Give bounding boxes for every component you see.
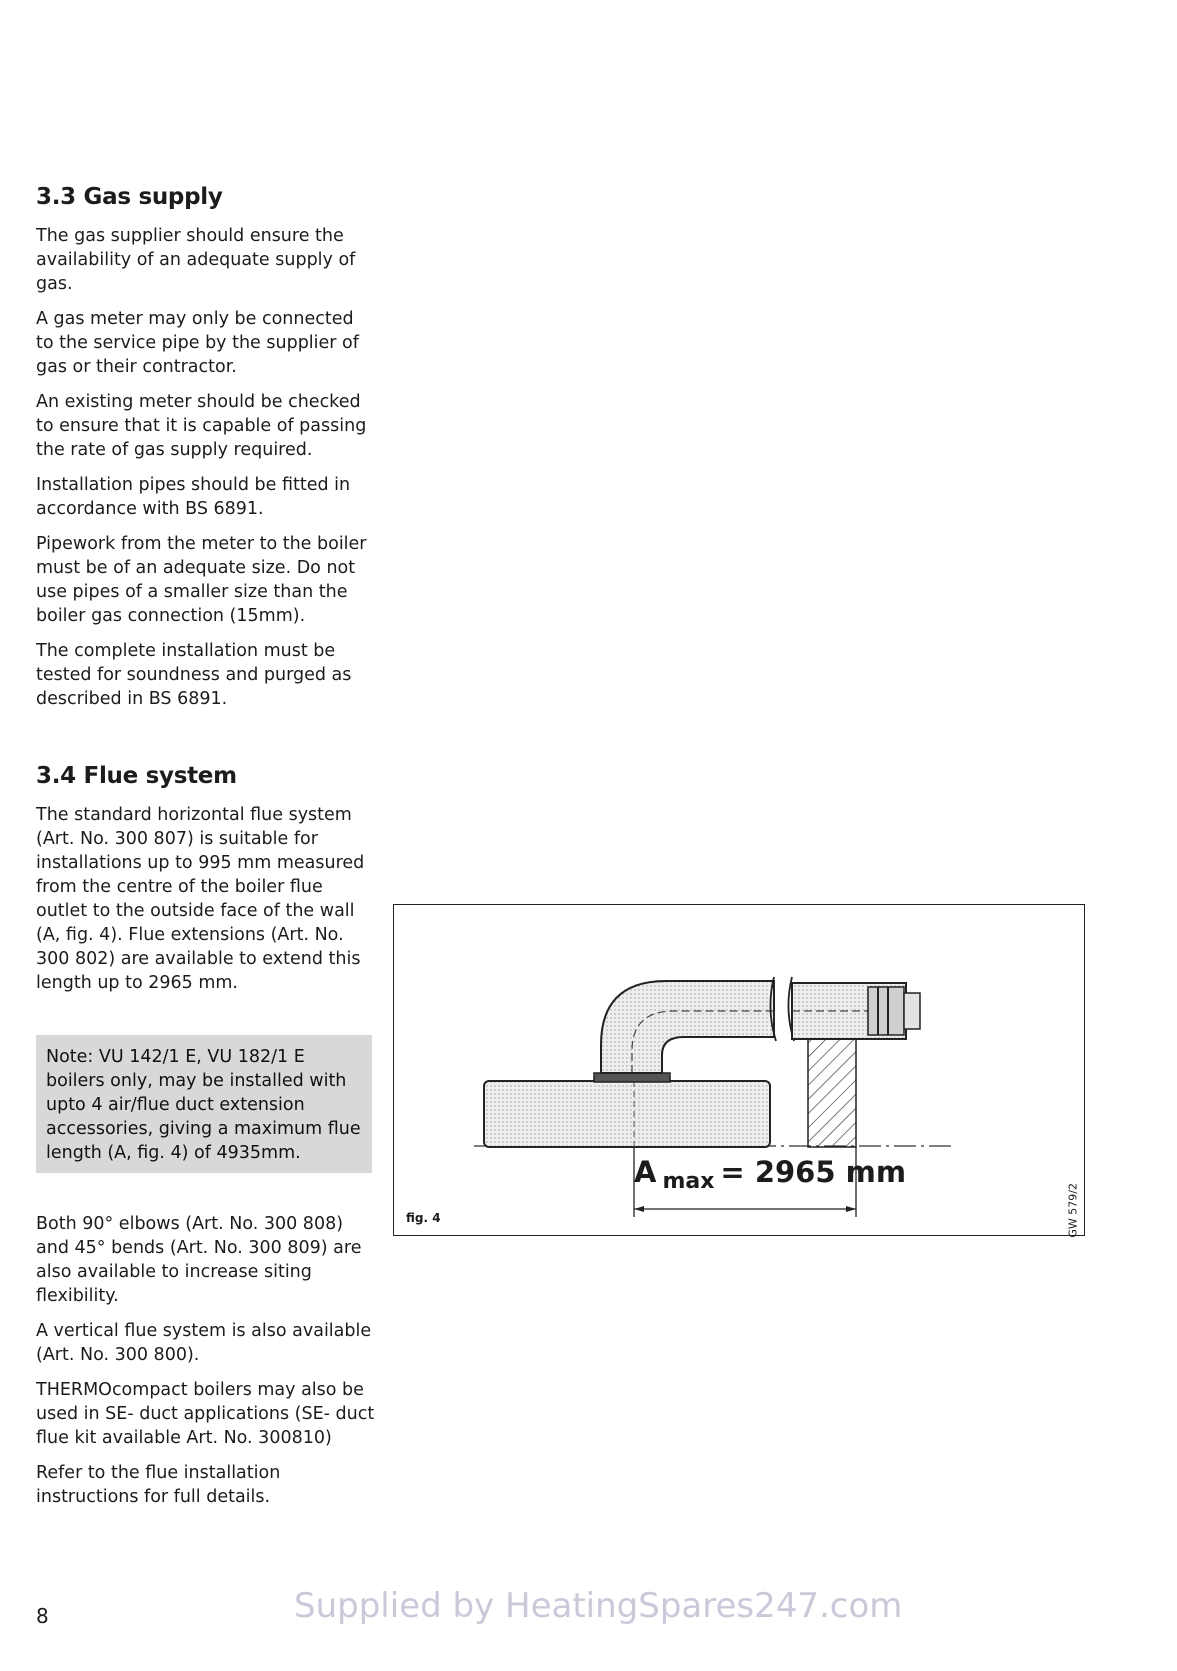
flue-outlet-collar [594,1073,670,1082]
dimension-value: = 2965 mm [720,1155,907,1189]
section-gas-supply [36,184,376,722]
terminal-cap [904,993,920,1029]
paragraph: A gas meter may only be connected to the service pipe by the supplier of gas or their contractor. [36,309,359,377]
section-flue-system [36,763,376,1006]
figure-label: fig. 4 [406,1211,441,1225]
dimension-prefix: A [634,1155,657,1189]
paragraph: An existing meter should be checked to ensure that it is capable of passing the rate of gas supply required. [36,392,367,460]
dimension-label [634,1155,907,1194]
paragraph: Installation pipes should be fitted in accordance with BS 6891. [36,475,351,519]
boiler-body [484,1081,770,1147]
flue-options-text [36,1212,381,1520]
section-heading: 3.3 Gas supply [36,184,223,210]
paragraph: THERMOcompact boilers may also be used in SE- duct applications (SE- duct flue kit available Art. No. 300810) [36,1380,375,1448]
paragraph: Refer to the flue installation instructions for full details. [36,1463,281,1507]
paragraph: Both 90° elbows (Art. No. 300 808) and 45° bends (Art. No. 300 809) are also available to increase siting flexibility. [36,1214,362,1306]
figure-reference: GW 579/2 [1067,1183,1080,1238]
paragraph: The gas supplier should ensure the availability of an adequate supply of gas. [36,226,356,294]
paragraph: Pipework from the meter to the boiler must be of an adequate size. Do not use pipes of a smaller size than the boiler gas connection (15mm). [36,534,367,626]
dimension-arrow [634,1206,644,1212]
dimension-arrow [846,1206,856,1212]
paragraph: The complete installation must be tested for soundness and purged as described in BS 6891. [36,641,352,709]
section-heading: 3.4 Flue system [36,763,237,789]
note-box: Note: VU 142/1 E, VU 182/1 E boilers only, may be installed with upto 4 air/flue duct extension accessories, giving a maximum flue length (A, fig. 4) of 4935mm. [36,1035,372,1173]
watermark: Supplied by HeatingSpares247.com [294,1586,903,1626]
page-number: 8 [36,1604,49,1628]
dimension-subscript: max [662,1169,715,1194]
flue-diagram-figure [393,904,1085,1236]
flue-terminal [868,987,904,1035]
paragraph: A vertical flue system is also available (Art. No. 300 800). [36,1321,372,1365]
paragraph: The standard horizontal flue system (Art. No. 300 807) is suitable for installations up to 995 mm measured from the centre of the boiler flue outlet to the outside face of the wall (A, fig. 4). Flue extensions (Art. No. 300 802) are available to extend this length up to 2965 mm. [36,805,365,993]
flue-elbow [601,981,774,1073]
